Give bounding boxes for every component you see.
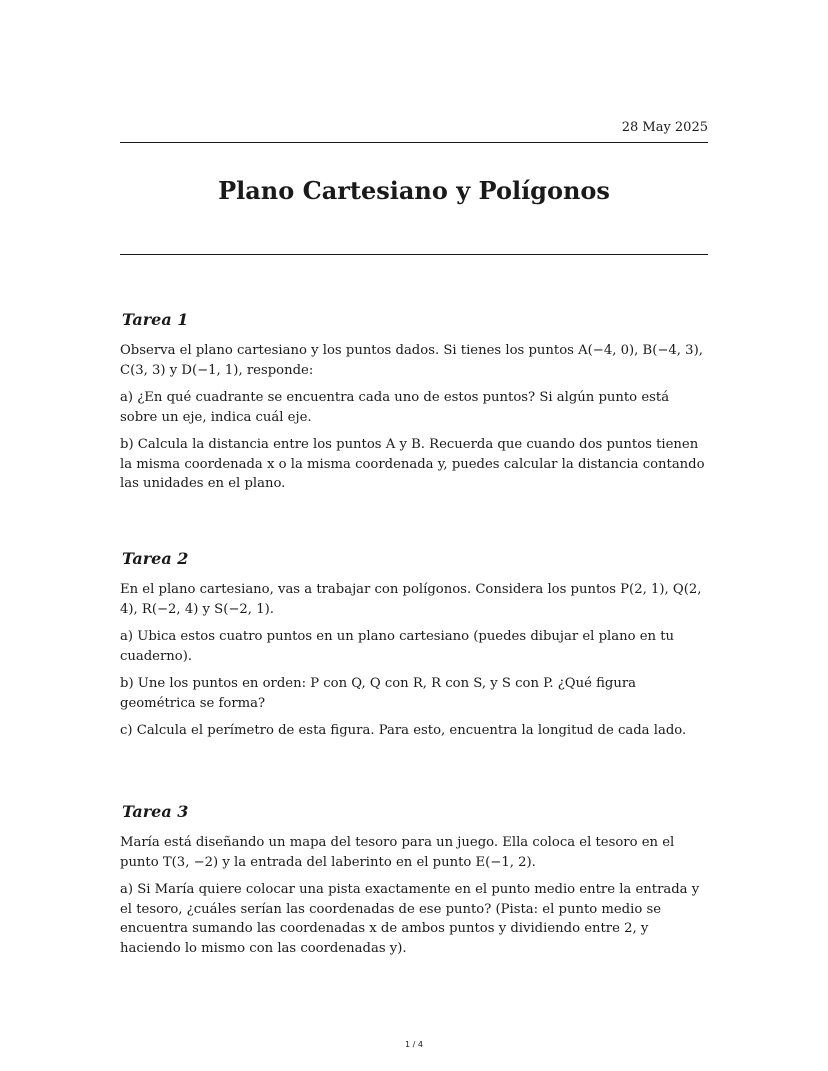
task-3-intro: María está diseñando un mapa del tesoro para un juego. Ella coloca el tesoro en el punto T(3, −2) y la entrada del laberinto en el punto E(−1, 2). xyxy=(120,835,675,870)
task-3-heading: Tarea 3 xyxy=(122,802,189,821)
task-1-question-a: a) ¿En qué cuadrante se encuentra cada uno de estos puntos? Si algún punto está sobre un eje, indica cuál eje. xyxy=(120,390,670,425)
task-1-intro: Observa el plano cartesiano y los puntos dados. Si tienes los puntos A(−4, 0), B(−4, 3), C(3, 3) y D(−1, 1), responde: xyxy=(120,343,703,378)
document-title: Plano Cartesiano y Polígonos xyxy=(218,176,610,205)
task-2-question-b: b) Une los puntos en orden: P con Q, Q con R, R con S, y S con P. ¿Qué figura geométrica se forma? xyxy=(120,676,636,711)
document-date: 28 May 2025 xyxy=(621,120,708,135)
task-1-heading: Tarea 1 xyxy=(122,310,189,329)
page-number: 1 / 4 xyxy=(405,1040,423,1049)
task-3-question-a: a) Si María quiere colocar una pista exactamente en el punto medio entre la entrada y el tesoro, ¿cuáles serían las coordenadas de ese punto? (Pista: el punto medio se encuentra sumando las coordenadas x de ambos puntos y dividiendo entre 2, y haciendo lo mismo con las coordenadas y). xyxy=(120,882,700,956)
task-2-question-c: c) Calcula el perímetro de esta figura. Para esto, encuentra la longitud de cada lado. xyxy=(120,723,687,738)
task-2-question-a: a) Ubica estos cuatro puntos en un plano cartesiano (puedes dibujar el plano en tu cuaderno). xyxy=(120,629,675,664)
task-3 xyxy=(120,802,706,966)
task-2 xyxy=(120,549,706,749)
task-1-question-b: b) Calcula la distancia entre los puntos A y B. Recuerda que cuando dos puntos tienen la misma coordenada x o la misma coordenada y, puedes calcular la distancia contando las unidades en el plano. xyxy=(120,437,705,491)
header-rule-bottom xyxy=(120,254,708,255)
task-2-intro: En el plano cartesiano, vas a trabajar con polígonos. Considera los puntos P(2, 1), Q(2, 4), R(−2, 4) y S(−2, 1). xyxy=(120,582,702,617)
header-rule-top xyxy=(120,142,708,143)
task-2-heading: Tarea 2 xyxy=(122,549,189,568)
task-1 xyxy=(120,310,706,502)
